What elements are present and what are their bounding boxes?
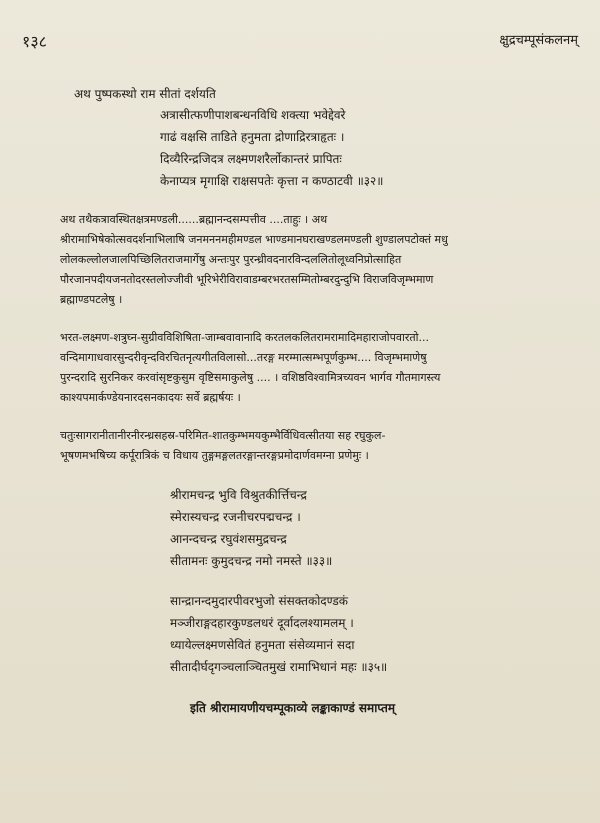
prose-paragraph-3 — [60, 426, 580, 466]
verse-line: ध्यायेल्लक्ष्मणसेवितं हनुमता संसेव्यमानं सदा — [170, 638, 355, 652]
verse-line: सीतादीर्घदृगञ्चलाञ्चितमुखं रामाभिधानं महः ॥३५॥ — [170, 660, 388, 674]
verse-line: अत्रासीत्फणीपाशबन्धनविधि शक्त्या भवेद्देवरे — [160, 108, 346, 122]
stanza-33 — [170, 484, 580, 572]
verse-line: केनाप्यत्र मृगाक्षि राक्षसपतेः कृत्ता न कण्ठाटवी ॥३२॥ — [160, 174, 384, 188]
prose-line: पौरजानपदीयजनतोदरस्तलोज्जीवी भूरिभेरीविरावाडम्बरभरतसम्मितोम्बरदुन्दुभि विराजविजृम्भमाण — [60, 273, 434, 286]
verse-line: श्रीरामचन्द्र भुवि विश्रुतकीर्त्तिचन्द्र — [170, 488, 307, 502]
stanza-35 — [170, 590, 580, 678]
verse-line: आनन्दचन्द्र रघुवंशसमुद्रचन्द्र — [170, 532, 287, 546]
prose-line: श्रीरामाभिषेकोत्सवदर्शनाभिलाषि जनमननमहीमण्डल भाण्डमानघराखण्डलमण्डली शुण्डालपटोक्तं मधु — [60, 233, 448, 246]
verse-line: दिव्यैरिन्द्रजिदत्र लक्ष्मणशरैर्लोकान्तरं प्रापितः — [160, 152, 342, 166]
prose-line: अथ तथैकत्रावस्थितक्षत्रमण्डली......ब्रह्मानन्दसम्पत्तीव ....ताहुः । अथ — [60, 213, 328, 226]
chapter-colophon: इति श्रीरामायणीयचम्पूकाव्ये लङ्काकाण्डं समाप्तम् — [190, 701, 396, 715]
verse-line: गाढं वक्षसि ताडिते हनुमता द्रोणाद्रिरत्राहृतः । — [160, 130, 345, 144]
prose-line: भूषणमभषिच्य कर्पूरात्रिकं च विधाय तुङ्गमङ्गलतरङ्गान्तरङ्गप्रमोदार्णवमग्ना प्रणेमुः । — [60, 449, 369, 462]
page-body — [60, 84, 580, 718]
page-header — [22, 30, 578, 54]
running-title: क्षुद्रचम्पूसंकलनम् — [499, 33, 578, 48]
verse-32-lines — [160, 104, 580, 192]
prose-line: चतुःसागरानीतानीरनीरन्ध्रसहस्र-परिमित-शातकुम्भमयकुम्भैर्विधिवत्सीतया सह रघुकुल- — [60, 429, 386, 442]
verse-block-32 — [60, 84, 580, 192]
prose-line: काश्यपमार्कण्डेयनारदसनकादयः सर्वे ब्रह्मर्षयः । — [60, 391, 241, 404]
prose-paragraph-2 — [60, 328, 580, 408]
verse-line: सान्द्रानन्दमुदारपीवरभुजो संसक्तकोदण्डकं — [170, 594, 349, 608]
prose-line: वन्दिमागाधवारसुन्दरीवृन्दविरचितनृत्यगीतविलासो...तरङ्ग मरम्मात्सम्भपूर्णकुम्भ.... विजृम्भमाणेषु — [60, 351, 427, 364]
prose-paragraph-1 — [60, 210, 580, 310]
verse-line: स्मेरास्यचन्द्र रजनीचरपद्मचन्द्र । — [170, 510, 301, 524]
verse-line: सीतामनः कुमुदचन्द्र नमो नमस्ते ॥३३॥ — [170, 554, 333, 568]
verse-line: मञ्जीराङ्गदहारकुण्डलधरं दूर्वादलश्यामलम् । — [170, 616, 354, 630]
prose-line: पुरन्दरादि सुरनिकर करवांसृष्टकुसुम वृष्टिसमाकुलेषु .... । वशिष्ठविश्वामित्रच्यवन भार्गव गौतमागस्त्य — [60, 371, 441, 384]
prose-line: भरत-लक्ष्मण-शत्रुघ्न-सुग्रीवविशिषिता-जाम्बवावानादि करतलकलितरामरामादिमहाराजोपवारतो... — [60, 331, 429, 344]
verse-intro: अथ पुष्पकस्थो राम सीतां दर्शयति — [74, 87, 216, 101]
prose-line: लोलकल्लोलजालपिच्छिलितराजमार्गेषु अन्तःपुर पुरन्ध्रीवदनारविन्दललितोलूध्वनिप्रोत्साहित — [60, 253, 402, 266]
prose-line: ब्रह्माण्डपटलेषु । — [60, 293, 123, 306]
page-number: १३८ — [22, 32, 47, 51]
